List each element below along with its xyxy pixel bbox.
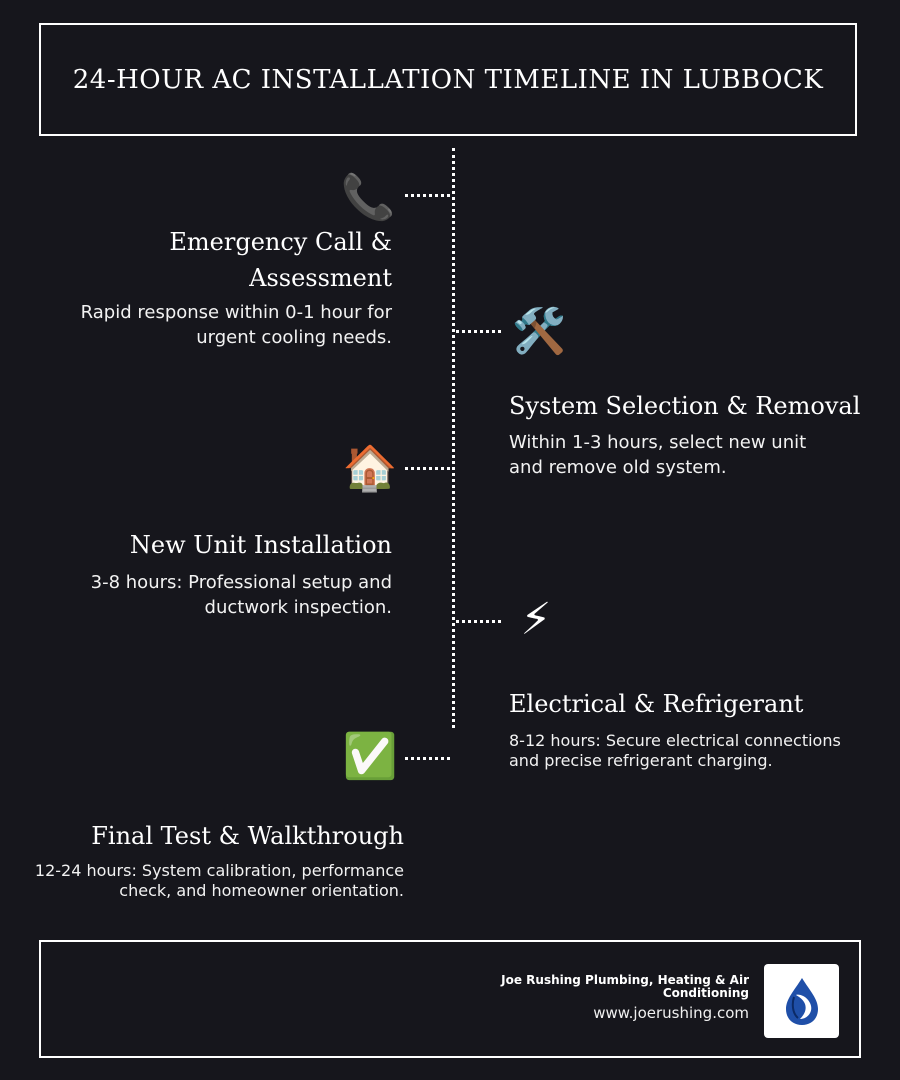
website-link[interactable]: www.joerushing.com [593,1004,749,1022]
footer-box [39,940,861,1058]
step-2-description [509,430,879,480]
step-3-description [0,570,392,620]
step-1-desc-line2: urgent cooling needs. [196,327,392,348]
step-3-title: New Unit Installation [129,531,392,559]
connector-3 [405,467,450,470]
title-box [39,23,857,136]
company-logo [764,964,839,1038]
step-1-description [0,300,392,350]
step-1-title-line1: Emergency Call & [169,228,392,256]
step-2-desc-line1: Within 1-3 hours, select new unit [509,432,807,453]
lightning-icon: ⚡ [520,594,552,645]
step-2-title: System Selection & Removal [509,392,861,420]
step-1-title [12,224,392,296]
step-4-description [509,731,889,771]
step-5-description [0,861,404,901]
connector-1 [405,194,450,197]
connector-5 [405,757,450,760]
house-icon: 🏠 [342,443,398,494]
step-4-desc-line1: 8-12 hours: Secure electrical connections [509,731,841,750]
company-name-line2: Conditioning [662,986,749,1000]
connector-4 [456,620,501,623]
step-1-desc-line1: Rapid response within 0-1 hour for [80,302,392,323]
step-5-desc-line2: check, and homeowner orientation. [119,881,404,900]
page-title: 24-HOUR AC INSTALLATION TIMELINE IN LUBBOCK [72,64,824,95]
timeline-line [452,148,455,728]
water-drop-logo-icon [774,973,830,1029]
step-5-desc-line1: 12-24 hours: System calibration, performance [34,861,404,880]
tools-icon: 🛠️ [511,306,567,357]
step-3-desc-line1: 3-8 hours: Professional setup and [90,572,392,593]
step-1-title-line2: Assessment [249,264,392,292]
company-name [469,974,749,1000]
phone-icon: 📞 [340,172,396,223]
step-4-title: Electrical & Refrigerant [509,690,804,718]
checkmark-icon: ✅ [342,731,398,782]
step-3-desc-line2: ductwork inspection. [204,597,392,618]
step-5-title: Final Test & Walkthrough [91,822,404,850]
step-4-desc-line2: and precise refrigerant charging. [509,751,773,770]
company-name-line1: Joe Rushing Plumbing, Heating & Air [501,973,749,987]
step-2-desc-line2: and remove old system. [509,457,727,478]
connector-2 [456,330,501,333]
